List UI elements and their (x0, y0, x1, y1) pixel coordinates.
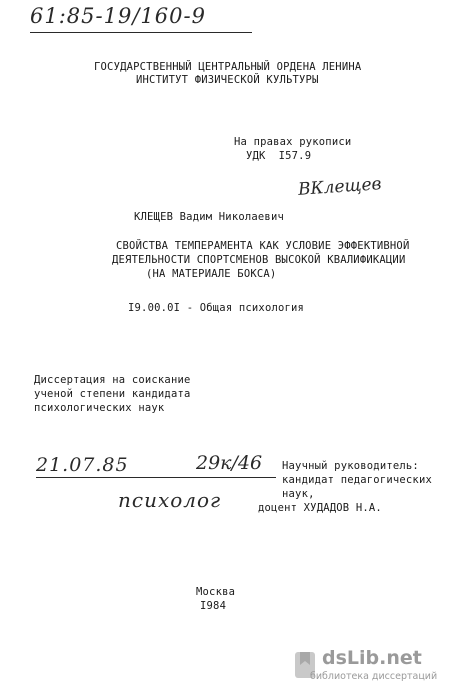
stamp-field: психолог (118, 488, 222, 512)
supervisor-line-1: Научный руководитель: (282, 460, 419, 472)
specialty-code: I9.00.0I - Общая психология (128, 302, 305, 314)
author-signature: ВКлещев (297, 174, 383, 200)
supervisor-line-3: наук, (282, 488, 315, 500)
stamp-date: 21.07.85 (36, 454, 129, 476)
dissertation-line-3: психологических наук (34, 402, 165, 414)
dissertation-line-1: Диссертация на соискание (34, 374, 191, 386)
dissertation-line-2: ученой степени кандидата (34, 388, 191, 400)
udk-code: УДК I57.9 (246, 150, 312, 162)
archive-code-underline (30, 32, 252, 33)
author-name: КЛЕЩЕВ Вадим Николаевич (134, 211, 284, 223)
supervisor-line-4: доцент ХУДАДОВ Н.А. (258, 502, 382, 514)
title-line-3: (НА МАТЕРИАЛЕ БОКСА) (146, 268, 277, 280)
archive-code: 61:85-19/160-9 (30, 4, 206, 28)
title-line-1: СВОЙСТВА ТЕМПЕРАМЕНТА КАК УСЛОВИЕ ЭФФЕКТИВНОЙ (116, 240, 410, 252)
watermark-logo: dsLib.net (322, 647, 422, 669)
manuscript-rights: На правах рукописи (234, 136, 352, 148)
watermark-subtitle: библиотека диссертаций (310, 671, 438, 682)
institution-line-1: ГОСУДАРСТВЕННЫЙ ЦЕНТРАЛЬНЫЙ ОРДЕНА ЛЕНИНА (94, 61, 362, 73)
year: I984 (200, 600, 227, 612)
stamp-number: 29к/46 (196, 452, 263, 474)
stamp-underline (36, 477, 276, 478)
dslib-watermark[interactable] (292, 647, 442, 683)
supervisor-line-2: кандидат педагогических (282, 474, 432, 486)
institution-line-2: ИНСТИТУТ ФИЗИЧЕСКОЙ КУЛЬТУРЫ (136, 74, 319, 86)
title-line-2: ДЕЯТЕЛЬНОСТИ СПОРТСМЕНОВ ВЫСОКОЙ КВАЛИФИКАЦИИ (112, 254, 406, 266)
city: Москва (196, 586, 236, 598)
